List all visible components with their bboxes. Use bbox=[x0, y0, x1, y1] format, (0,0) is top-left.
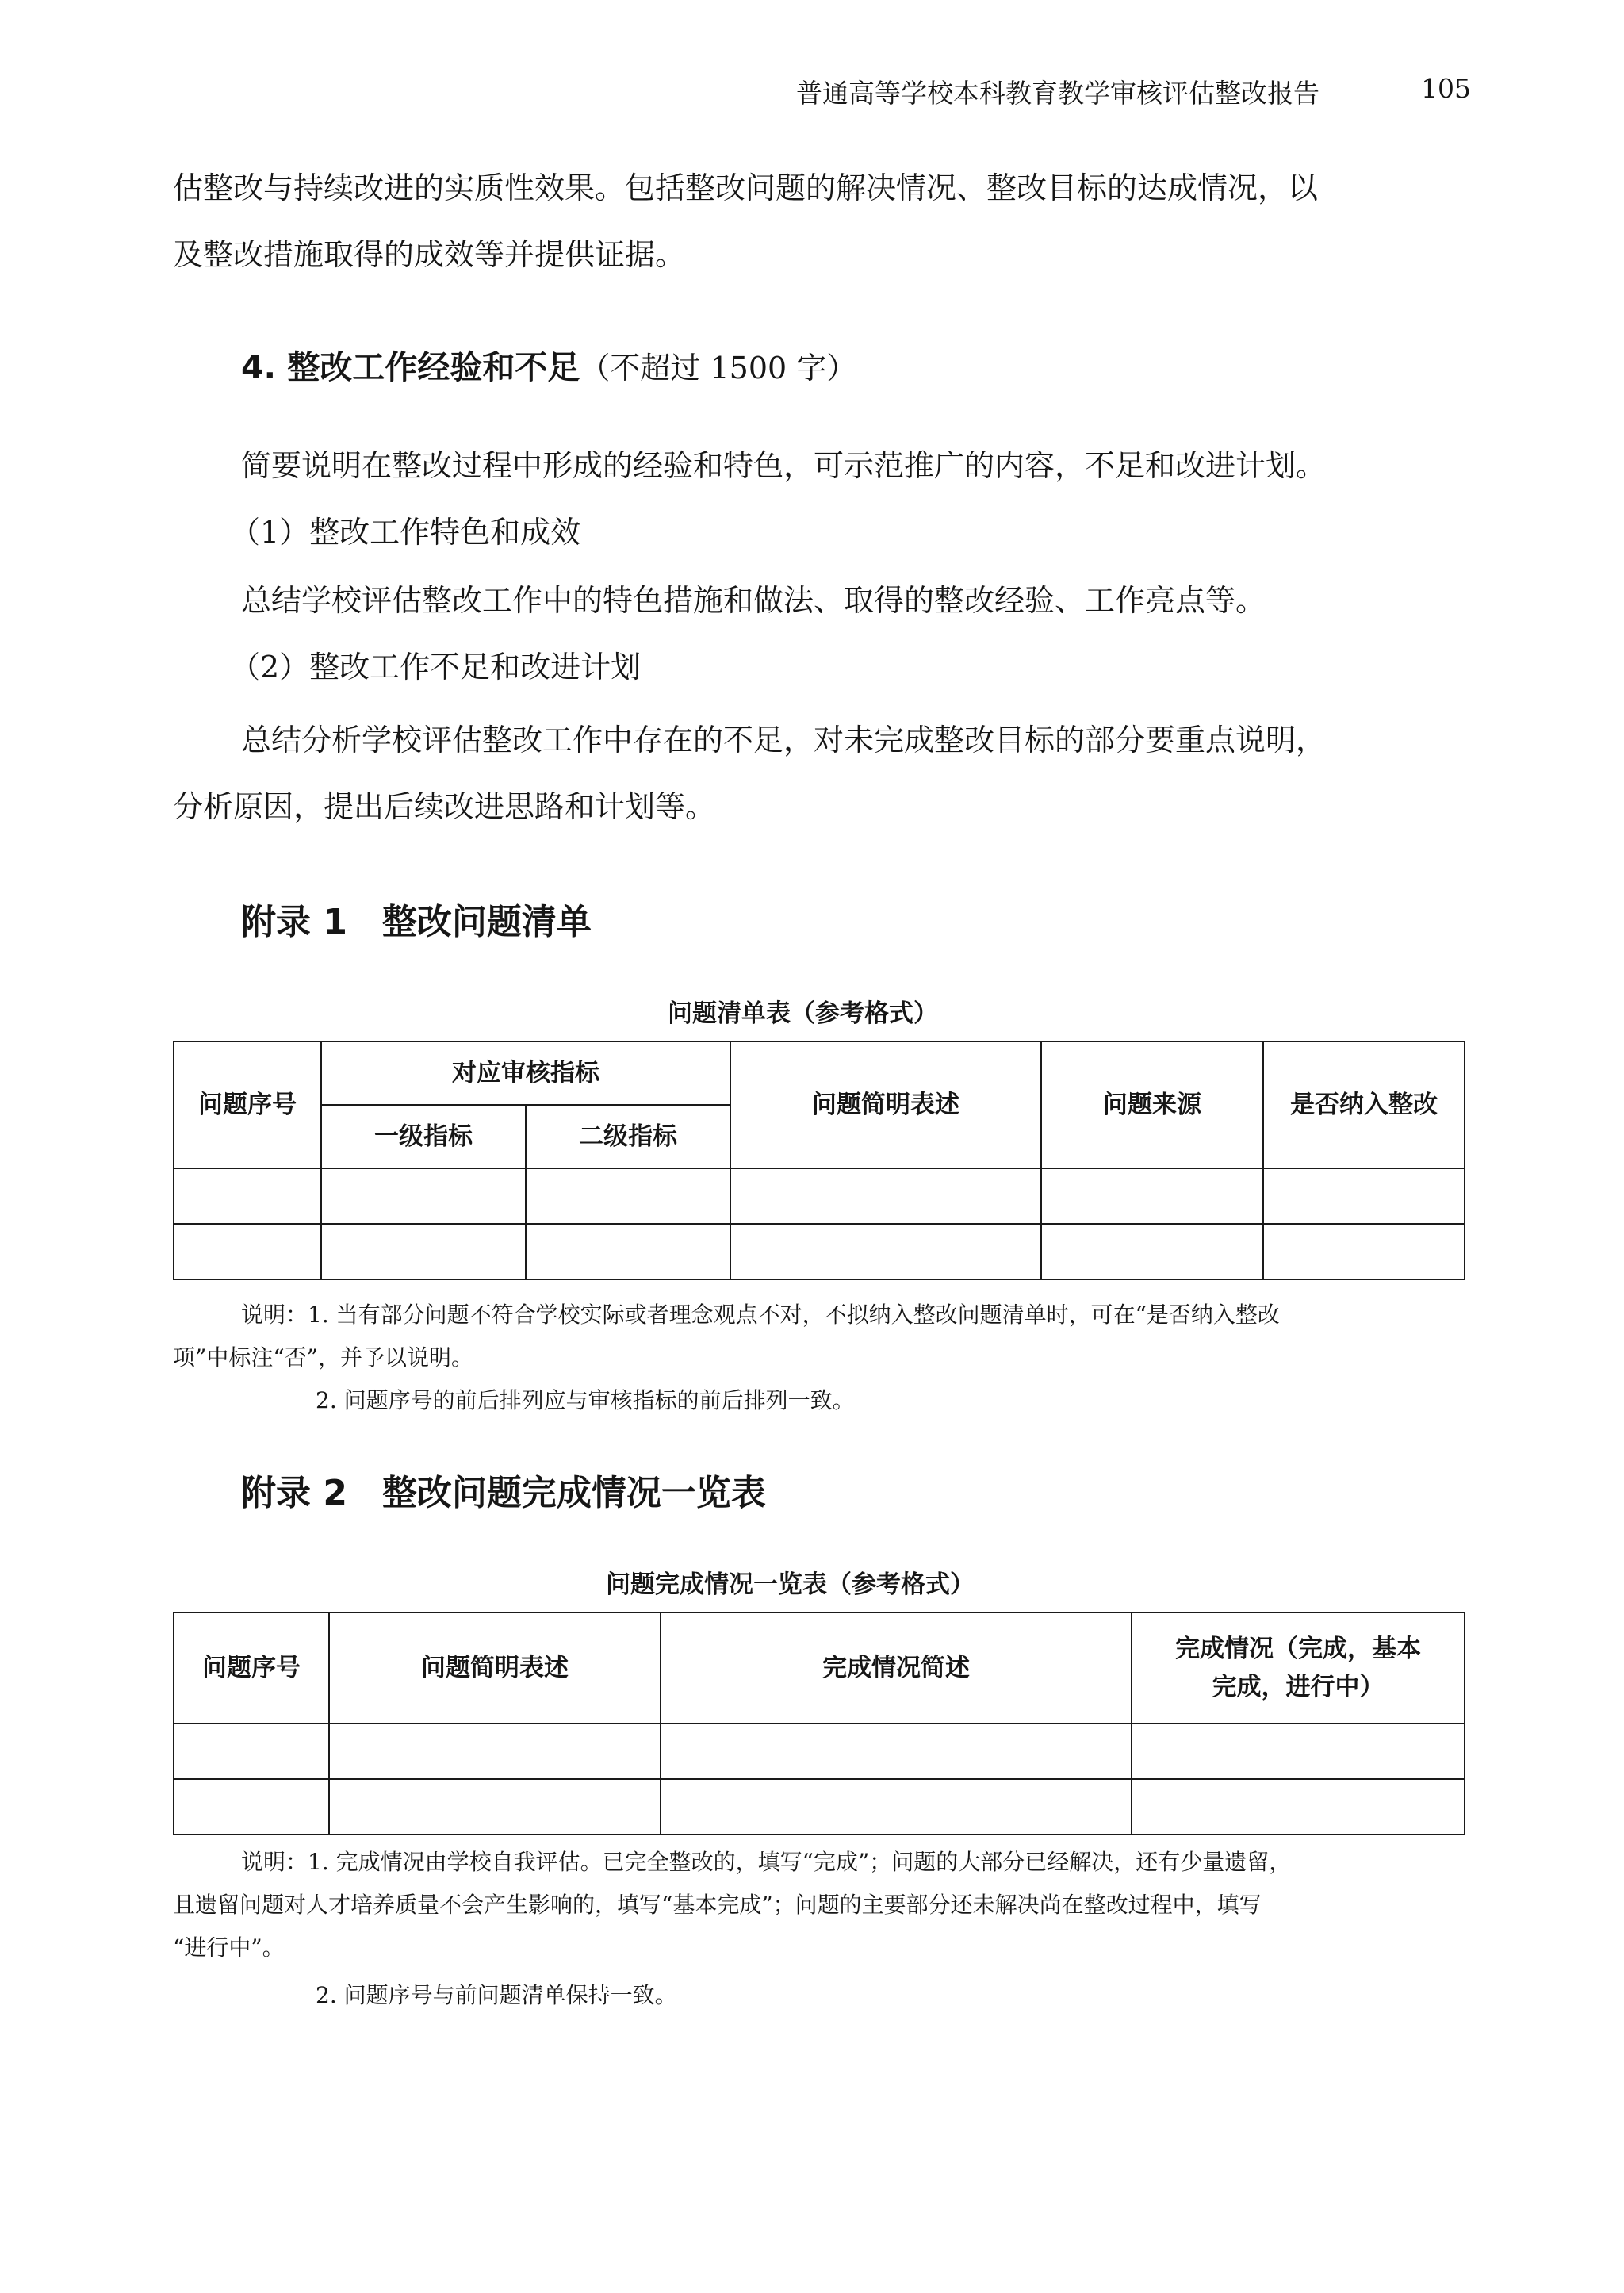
issue-list-table bbox=[173, 1041, 1465, 1280]
subsection-2-title: （2）整改工作不足和改进计划 bbox=[230, 650, 642, 684]
header-issue-number: 问题序号 bbox=[174, 1612, 329, 1724]
appendix-2-title: 附录 2 整改问题完成情况一览表 bbox=[241, 1473, 766, 1513]
appendix-2-note-line-1: 说明：1. 完成情况由学校自我评估。已完全整改的，填写“完成”；问题的大部分已经解决，还有少量遗留， bbox=[241, 1849, 1292, 1875]
table-cell[interactable] bbox=[174, 1724, 329, 1779]
table-cell[interactable] bbox=[174, 1779, 329, 1835]
subsection-1-text: 总结学校评估整改工作中的特色措施和做法、取得的整改经验、工作亮点等。 bbox=[241, 583, 1266, 618]
appendix-1-title: 附录 1 整改问题清单 bbox=[241, 902, 592, 942]
table-cell[interactable] bbox=[1263, 1224, 1465, 1279]
table-cell[interactable] bbox=[1132, 1779, 1465, 1835]
table-cell[interactable] bbox=[321, 1168, 526, 1224]
subsection-1-title: （1）整改工作特色和成效 bbox=[230, 515, 581, 550]
table-cell[interactable] bbox=[661, 1779, 1132, 1835]
table-cell[interactable] bbox=[329, 1724, 661, 1779]
table-cell[interactable] bbox=[526, 1168, 730, 1224]
completion-status-table bbox=[173, 1612, 1465, 1835]
header-issue-description: 问题简明表述 bbox=[329, 1612, 661, 1724]
header-level-1-indicator: 一级指标 bbox=[321, 1105, 526, 1168]
header-completion-status bbox=[1132, 1612, 1465, 1724]
table-row bbox=[174, 1168, 1465, 1224]
header-audit-indicator: 对应审核指标 bbox=[321, 1041, 730, 1105]
header-completion-summary: 完成情况简述 bbox=[661, 1612, 1132, 1724]
header-completion-status-line-2: 完成，进行中） bbox=[1212, 1673, 1385, 1701]
subsection-2-text-line-1: 总结分析学校评估整改工作中存在的不足，对未完成整改目标的部分要重点说明， bbox=[241, 723, 1327, 757]
table-cell[interactable] bbox=[321, 1224, 526, 1279]
header-level-2-indicator: 二级指标 bbox=[526, 1105, 730, 1168]
appendix-2-table-caption: 问题完成情况一览表（参考格式） bbox=[606, 1570, 975, 1599]
page-number: 105 bbox=[1421, 73, 1471, 104]
subsection-2-text-line-2: 分析原因，提出后续改进思路和计划等。 bbox=[173, 789, 716, 824]
appendix-2-note-line-3: “进行中”。 bbox=[173, 1934, 285, 1961]
table-cell[interactable] bbox=[730, 1224, 1041, 1279]
table-cell[interactable] bbox=[329, 1779, 661, 1835]
section-4-paragraph: 简要说明在整改过程中形成的经验和特色，可示范推广的内容，不足和改进计划。 bbox=[241, 448, 1327, 483]
appendix-1-table-caption: 问题清单表（参考格式） bbox=[668, 999, 938, 1028]
table-cell[interactable] bbox=[526, 1224, 730, 1279]
table-cell[interactable] bbox=[730, 1168, 1041, 1224]
appendix-2-note-line-4: 2. 问题序号与前问题清单保持一致。 bbox=[316, 1982, 677, 2008]
section-4-heading bbox=[241, 341, 856, 388]
table-cell[interactable] bbox=[1041, 1168, 1263, 1224]
header-issue-description: 问题简明表述 bbox=[730, 1041, 1041, 1168]
header-issue-number: 问题序号 bbox=[174, 1041, 321, 1168]
table-header-row bbox=[174, 1612, 1465, 1724]
table-cell[interactable] bbox=[661, 1724, 1132, 1779]
table-header-row bbox=[174, 1041, 1465, 1105]
appendix-1-note-line-2: 项”中标注“否”，并予以说明。 bbox=[173, 1344, 473, 1371]
header-included-in-rectification: 是否纳入整改 bbox=[1263, 1041, 1465, 1168]
table-row bbox=[174, 1724, 1465, 1779]
intro-line-1: 估整改与持续改进的实质性效果。包括整改问题的解决情况、整改目标的达成情况，以 bbox=[173, 171, 1319, 205]
table-cell[interactable] bbox=[174, 1224, 321, 1279]
section-4-word-limit: （不超过 1500 字） bbox=[580, 351, 857, 385]
intro-line-2: 及整改措施取得的成效等并提供证据。 bbox=[173, 237, 686, 272]
table-row bbox=[174, 1779, 1465, 1835]
appendix-1-note-line-1: 说明：1. 当有部分问题不符合学校实际或者理念观点不对，不拟纳入整改问题清单时，可在“是否纳入整改 bbox=[241, 1302, 1280, 1328]
table-cell[interactable] bbox=[1263, 1168, 1465, 1224]
appendix-1-note-line-3: 2. 问题序号的前后排列应与审核指标的前后排列一致。 bbox=[316, 1387, 855, 1413]
section-4-title: 4. 整改工作经验和不足 bbox=[241, 348, 580, 386]
table-cell[interactable] bbox=[1041, 1224, 1263, 1279]
table-row bbox=[174, 1224, 1465, 1279]
appendix-2-note-line-2: 且遗留问题对人才培养质量不会产生影响的，填写“基本完成”；问题的主要部分还未解决尚在整改过程中，填写 bbox=[173, 1892, 1262, 1918]
table-cell[interactable] bbox=[1132, 1724, 1465, 1779]
running-header-title: 普通高等学校本科教育教学审核评估整改报告 bbox=[796, 78, 1320, 109]
header-completion-status-line-1: 完成情况（完成，基本 bbox=[1175, 1635, 1421, 1663]
table-cell[interactable] bbox=[174, 1168, 321, 1224]
header-issue-source: 问题来源 bbox=[1041, 1041, 1263, 1168]
